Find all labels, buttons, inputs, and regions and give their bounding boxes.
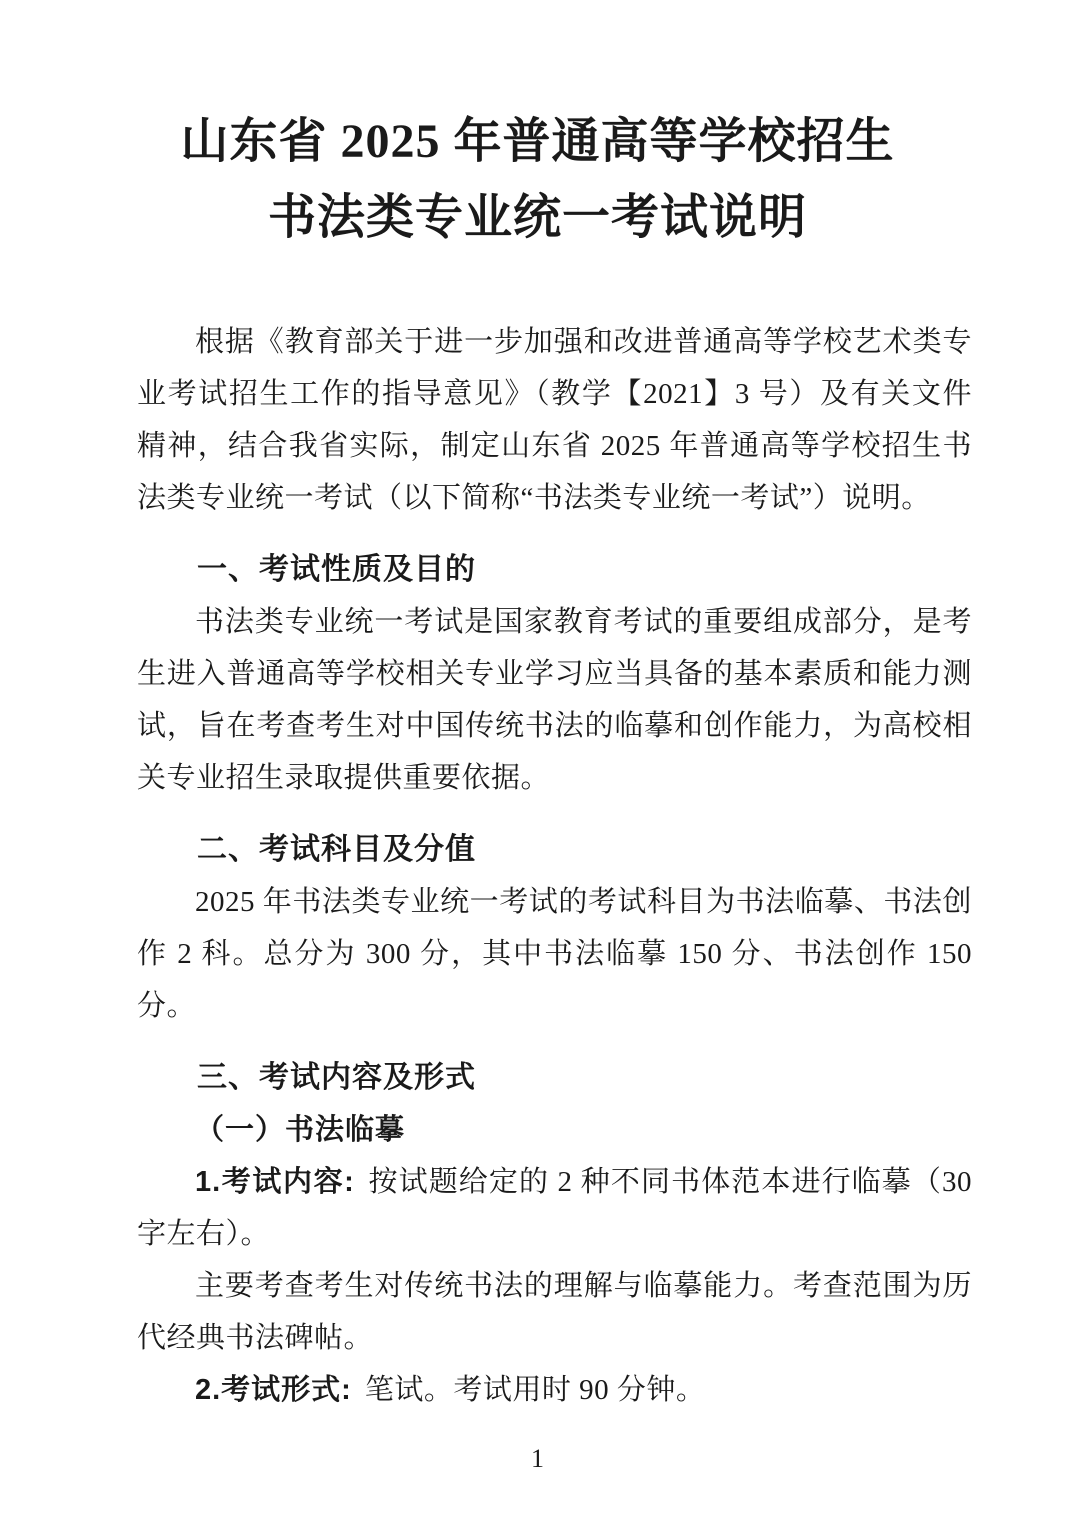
exam-format-item xyxy=(137,1364,972,1416)
exam-format-text: 笔试。考试用时 90 分钟。 xyxy=(364,1374,706,1406)
subsection-1-heading: （一）书法临摹 xyxy=(195,1114,406,1146)
document-title-line-2: 书法类专业统一考试说明 xyxy=(267,191,807,244)
exam-content-label: 1.考试内容: xyxy=(195,1166,355,1198)
intro-paragraph: 根据《教育部关于进一步加强和改进普通高等学校艺术类专业考试招生工作的指导意见》（教学【2021】3 号）及有关文件精神，结合我省实际，制定山东省 2025 年普通高等学校招生书法类专业统一考试（以下简称“书法类专业统一考试”）说明。 xyxy=(137,326,972,514)
section-2-paragraph: 2025 年书法类专业统一考试的考试科目为书法临摹、书法创作 2 科。总分为 300 分，其中书法临摹 150 分、书法创作 150 分。 xyxy=(137,886,972,1022)
exam-content-item xyxy=(137,1156,972,1260)
exam-format-label: 2.考试形式: xyxy=(195,1374,352,1406)
document-title-line-1: 山东省 2025 年普通高等学校招生 xyxy=(180,115,895,168)
exam-content-text: 按试题给定的 2 种不同书体范本进行临摹（30 字左右）。 xyxy=(137,1166,972,1250)
section-1-heading: 一、考试性质及目的 xyxy=(197,553,476,586)
section-1-paragraph: 书法类专业统一考试是国家教育考试的重要组成部分，是考生进入普通高等学校相关专业学习应当具备的基本素质和能力测试，旨在考查考生对中国传统书法的临摹和创作能力，为高校相关专业招生录取提供重要依据。 xyxy=(137,606,972,794)
section-3-heading: 三、考试内容及形式 xyxy=(197,1061,476,1094)
page-number: 1 xyxy=(531,1444,544,1473)
exam-content-note: 主要考查考生对传统书法的理解与临摹能力。考查范围为历代经典书法碑帖。 xyxy=(137,1270,972,1354)
document-title xyxy=(120,104,955,256)
section-2-heading: 二、考试科目及分值 xyxy=(197,833,476,866)
